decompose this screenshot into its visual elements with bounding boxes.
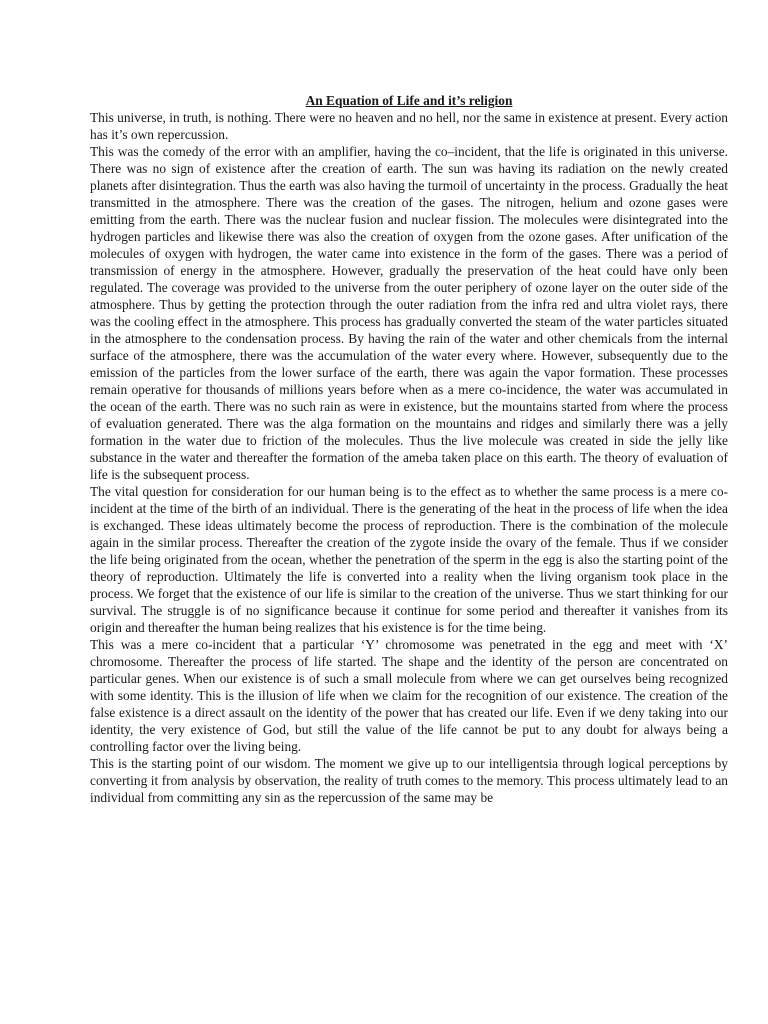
paragraph-1: This universe, in truth, is nothing. There were no heaven and no hell, nor the same in existence at present. Every action has it’s own repercussion. <box>90 110 728 142</box>
paragraph-3: The vital question for consideration for our human being is to the effect as to whether the same process is a mere co-incident at the time of the birth of an individual. There is the generating of the heat in the process of life when the idea is exchanged. These ideas ultimately become the process of reproduction. There is the combination of the molecule again in the similar process. Thereafter the creation of the zygote inside the ovary of the female. Thus if we consider the life being originated from the ocean, whether the penetration of the sperm in the egg is also the starting point of the theory of reproduction. Ultimately the life is converted into a reality when the living organism took place in the process. We forget that the existence of our life is similar to the creation of the universe. Thus we start thinking for our survival. The struggle is of no significance because it continue for some period and thereafter it vanishes from its origin and thereafter the human being realizes that his existence is for the time being. <box>90 484 728 635</box>
paragraph-5: This is the starting point of our wisdom. The moment we give up to our intelligentsia through logical perceptions by converting it from analysis by observation, the reality of truth comes to the memory. This process ultimately lead to an individual from committing any sin as the repercussion of the same may be <box>90 756 728 805</box>
paragraph-2: This was the comedy of the error with an amplifier, having the co–incident, that the life is originated in this universe. There was no sign of existence after the creation of earth. The sun was having its radiation on the newly created planets after disintegration. Thus the earth was also having the turmoil of uncertainty in the process. Gradually the heat transmitted in the atmosphere. There was the creation of the gases. The nitrogen, helium and ozone gases were emitting from the earth. There was the nuclear fusion and nuclear fission. The molecules were disintegrated into the hydrogen particles and likewise there was also the creation of oxygen from the ozone gases. After unification of the molecules of oxygen with hydrogen, the water came into existence in the form of the gases. There was a period of transmission of energy in the atmosphere. However, gradually the preservation of the heat could have only been regulated. The coverage was provided to the universe from the outer periphery of ozone layer on the outer side of the atmosphere. Thus by getting the protection through the outer radiation from the infra red and ultra violet rays, there was the cooling effect in the atmosphere. This process has gradually converted the steam of the water particles situated in the atmosphere to the condensation process. By having the rain of the water and other chemicals from the internal surface of the atmosphere, there was the accumulation of the water every where. However, subsequently due to the emission of the particles from the lower surface of the earth, there was again the vapor formation. These processes remain operative for thousands of millions years before when as a mere co-incidence, the water was accumulated in the ocean of the earth. There was no such rain as were in existence, but the mountains started from where the process of evaluation generated. There was the alga formation on the mountains and ridges and similarly there was a jelly formation in the water due to friction of the molecules. Thus the live molecule was created in side the jelly like substance in the water and thereafter the formation of the ameba taken place on this earth. The theory of evaluation of life is the subsequent process. <box>90 144 728 482</box>
paragraph-4: This was a mere co-incident that a particular ‘Y’ chromosome was penetrated in the egg and meet with ‘X’ chromosome. Thereafter the process of life started. The shape and the identity of the person are concentrated on particular genes. When our existence is of such a small molecule from where we can get ourselves being recognized with some identity. This is the illusion of life when we claim for the recognition of our existence. The creation of the false existence is a direct assault on the identity of the power that has created our life. Even if we deny taking into our identity, the very existence of God, but still the value of the life cannot be put to any doubt for always being a controlling factor over the living being. <box>90 637 728 754</box>
document-body <box>90 92 728 806</box>
document-title: An Equation of Life and it’s religion <box>305 93 513 108</box>
